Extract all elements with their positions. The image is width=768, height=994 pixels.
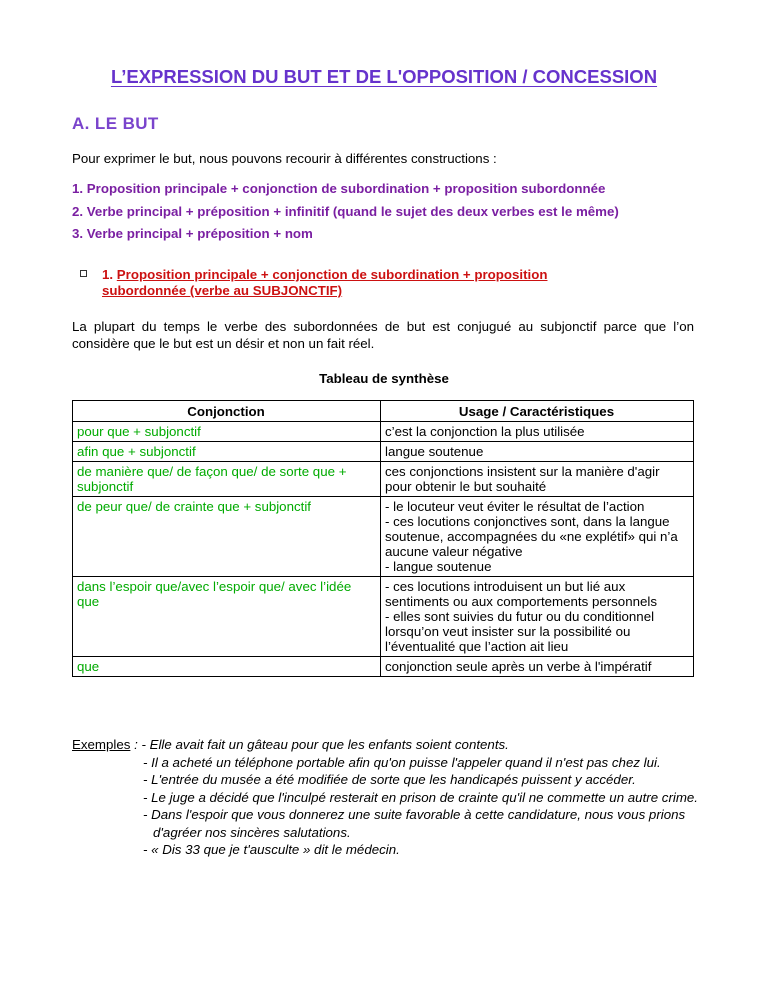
example-item: - Dans l'espoir que vous donnerez une suite favorable à cette candidature, nous vous prions d'agréer nos sincères salutations. [143, 807, 686, 840]
table-row [73, 422, 694, 442]
column-header-usage: Usage / Caractéristiques [381, 401, 694, 422]
examples-first-line [72, 736, 509, 754]
construction-item: 3. Verbe principal + préposition + nom [72, 226, 313, 241]
explanation-paragraph: La plupart du temps le verbe des subordonnées de but est conjugué au subjonctif parce que l’on considère que le but est un désir et non un fait réel. [72, 319, 694, 351]
table-body [73, 422, 694, 677]
construction-item: 2. Verbe principal + préposition + infinitif (quand le sujet des deux verbes est le même) [72, 203, 619, 219]
usage-cell: langue soutenue [381, 442, 694, 462]
conjunction-cell: de peur que/ de crainte que + subjonctif [73, 497, 381, 577]
table-row [73, 497, 694, 577]
usage-cell: - le locuteur veut éviter le résultat de l’action - ces locutions conjonctives sont, dans la langue soutenue, accompagnées du «ne explétif» qui n’a aucune valeur négative - langue soutenue [381, 497, 694, 577]
example-item: - Il a acheté un téléphone portable afin qu'on puisse l'appeler quand il n'est pas chez lui. [143, 754, 661, 770]
table-row [73, 577, 694, 657]
examples-list [143, 754, 703, 859]
table-row [73, 657, 694, 677]
construction-item: 1. Proposition principale + conjonction de subordination + proposition subordonnée [72, 181, 606, 196]
example-item: - L'entrée du musée a été modifiée de sorte que les handicapés puissent y accéder. [143, 772, 636, 787]
sub-heading-text [102, 267, 602, 299]
examples-separator: : [130, 737, 142, 752]
intro-text: Pour exprimer le but, nous pouvons recourir à différentes constructions : [72, 151, 497, 166]
conjunction-cell: pour que + subjonctif [73, 422, 381, 442]
sub-heading-label: Proposition principale + conjonction de subordination + proposition subordonnée (verbe au SUBJONCTIF) [102, 267, 548, 298]
example-item: - Elle avait fait un gâteau pour que les enfants soient contents. [141, 737, 509, 752]
sub-heading-number: 1. [102, 267, 114, 282]
square-bullet-icon [80, 270, 87, 277]
table-header-row [73, 401, 694, 422]
example-item: - « Dis 33 que je t'ausculte » dit le médecin. [143, 842, 400, 857]
table-row [73, 462, 694, 497]
usage-cell: ces conjonctions insistent sur la manière d'agir pour obtenir le but souhaité [381, 462, 694, 497]
page-title: L’EXPRESSION DU BUT ET DE L'OPPOSITION / CONCESSION [110, 66, 658, 87]
conjunction-cell: dans l’espoir que/avec l’espoir que/ avec l’idée que [73, 577, 381, 657]
constructions-list [72, 181, 619, 249]
usage-cell: - ces locutions introduisent un but lié aux sentiments ou aux comportements personnels - elles sont suivies du futur ou du conditionnel lorsqu’on veut insister sur la possibilité ou l’éventualité que l’action ait lieu [381, 577, 694, 657]
conjunction-cell: de manière que/ de façon que/ de sorte que + subjonctif [73, 462, 381, 497]
conjunction-cell: afin que + subjonctif [73, 442, 381, 462]
examples-label: Exemples [72, 737, 131, 752]
usage-cell: c’est la conjonction la plus utilisée [381, 422, 694, 442]
usage-cell: conjonction seule après un verbe à l'impératif [381, 657, 694, 677]
synthesis-table [72, 400, 694, 677]
column-header-conjonction: Conjonction [73, 401, 381, 422]
example-item: - Le juge a décidé que l'inculpé resterait en prison de crainte qu'il ne commette un autre crime. [143, 789, 698, 805]
table-title: Tableau de synthèse [319, 371, 449, 386]
section-heading: A. LE BUT [72, 114, 159, 133]
table-row [73, 442, 694, 462]
conjunction-cell: que [73, 657, 381, 677]
